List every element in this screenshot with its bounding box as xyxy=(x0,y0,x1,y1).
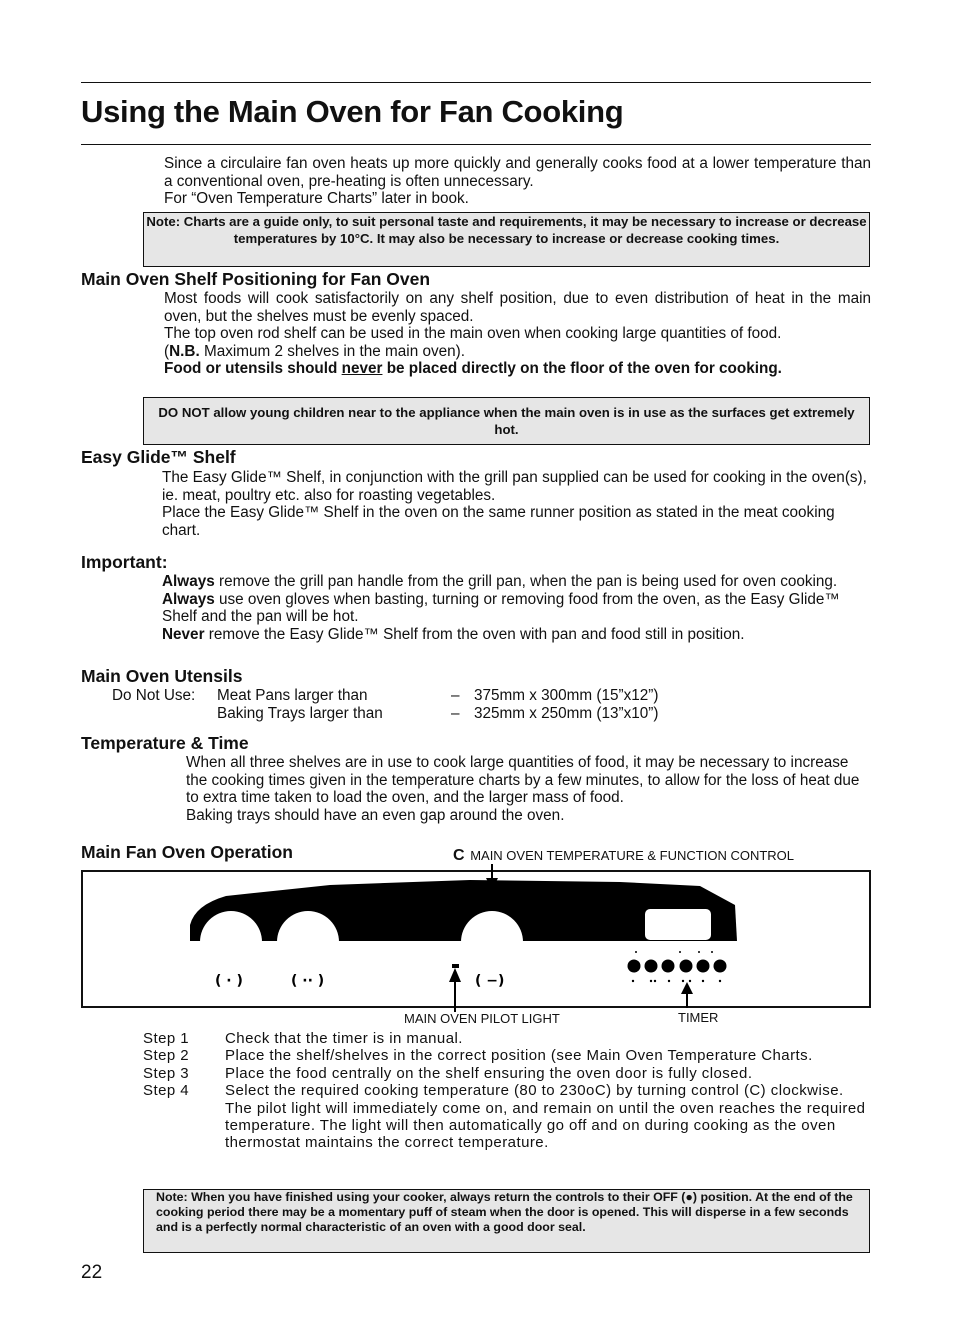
step-row-3 xyxy=(143,1065,871,1082)
nb-label: N.B. xyxy=(169,342,200,360)
important-text-1: remove the grill pan handle from the grill pan, when the pan is being used for oven cooking. xyxy=(214,573,838,590)
control-c-letter: C xyxy=(453,847,465,864)
utensil-dash-2: – xyxy=(451,704,460,722)
do-not-use-label: Do Not Use: xyxy=(112,687,196,704)
timer-button-6 xyxy=(714,960,727,973)
utensil-dash-1: – xyxy=(451,687,460,704)
important-lead-2: Always xyxy=(162,590,215,608)
step-text-4: Select the required cooking temperature (80 to 230oC) by turning control (C) clockwise. The pilot light will immediately come on, and remain on until the oven reaches the required temperature. The light will then automatically go off and on during cooking as the oven thermostat maintains the correct temperature. xyxy=(225,1082,866,1152)
timer-button-5 xyxy=(697,960,710,973)
step-label-4: Step 4 xyxy=(143,1082,190,1100)
step-label-1: Step 1 xyxy=(143,1030,190,1047)
important-lead-1: Always xyxy=(162,573,215,590)
temp-time-p2: Baking trays should have an even gap around the oven. xyxy=(186,806,565,824)
knob-symbol-2: ( ·· ) xyxy=(291,973,325,989)
shelf-p3-rest: Maximum 2 shelves in the main oven). xyxy=(199,342,465,360)
step-label-2: Step 2 xyxy=(143,1047,190,1065)
intro-line-1: Since a circulaire fan oven heats up more quickly and generally cooks food at a lower temperature than a conventional oven, pre-heating is often unnecessary. xyxy=(164,155,871,190)
timer-caption: TIMER xyxy=(678,1010,719,1025)
pilot-arrow-head xyxy=(449,968,461,982)
intro-line-2: For “Oven Temperature Charts” later in book. xyxy=(164,190,469,208)
step-row-2 xyxy=(143,1047,871,1064)
step-text-2: Place the shelf/shelves in the correct position (see Main Oven Temperature Charts. xyxy=(225,1047,813,1065)
shelf-warning-a: Food or utensils should xyxy=(164,360,342,378)
operation-heading: Main Fan Oven Operation xyxy=(81,842,293,862)
timer-buttons xyxy=(628,960,727,973)
knob-cutout-2 xyxy=(277,911,339,973)
operation-steps xyxy=(143,1030,871,1152)
shelf-p3-open: ( xyxy=(164,342,170,360)
easy-glide-p1: The Easy Glide™ Shelf, in conjunction with the grill pan supplied can be used for cooking in the oven(s), ie. meat, poultry etc. also for roasting vegetables. xyxy=(162,469,867,504)
step-row-1 xyxy=(143,1030,871,1047)
step-label-3: Step 3 xyxy=(143,1064,190,1082)
step-text-1: Check that the timer is in manual. xyxy=(225,1030,463,1047)
timer-button-4 xyxy=(680,960,693,973)
shelf-p2: The top oven rod shelf can be used in the main oven when cooking large quantities of food. xyxy=(164,325,782,343)
shelf-warning-b: be placed directly on the floor of the oven for cooking. xyxy=(382,360,782,378)
utensil-size-1: 375mm x 300mm (15”x12”) xyxy=(474,687,659,704)
temperature-time-heading: Temperature & Time xyxy=(81,733,249,753)
page-number: 22 xyxy=(81,1262,103,1283)
easy-glide-p2: Place the Easy Glide™ Shelf in the oven on the same runner position as stated in the meat cooking chart. xyxy=(162,504,835,539)
page-title: Using the Main Oven for Fan Cooking xyxy=(81,94,624,129)
temp-time-p1: When all three shelves are in use to cook large quantities of food, it may be necessary to increase the cooking times given in the temperature charts by a few minutes, to allow for the loss of heat due to extra time taken to load the oven, and the larger mass of food. xyxy=(186,754,860,807)
timer-button-2 xyxy=(645,960,658,973)
utensil-item-1: Meat Pans larger than xyxy=(217,687,368,704)
pilot-light-caption: MAIN OVEN PILOT LIGHT xyxy=(404,1011,560,1026)
knob-off-symbols xyxy=(215,973,504,989)
important-text-2: use oven gloves when basting, turning or removing food from the oven, as the Easy Glide™ Shelf and the pan will be hot. xyxy=(162,590,840,626)
knob-symbol-3: ( −) xyxy=(475,973,505,989)
important-text-3: remove the Easy Glide™ Shelf from the oven with pan and food still in position. xyxy=(204,625,745,643)
easy-glide-heading: Easy Glide™ Shelf xyxy=(81,447,236,467)
timer-button-3 xyxy=(662,960,675,973)
shelf-p1: Most foods will cook satisfactorily on any shelf position, due to even distribution of heat in the main oven, but the shelves must be evenly spaced. xyxy=(164,290,871,325)
utensil-size-2: 325mm x 250mm (13”x10”) xyxy=(474,704,659,722)
never-underlined: never xyxy=(341,360,383,378)
step-text-3: Place the food centrally on the shelf ensuring the oven door is fully closed. xyxy=(225,1064,753,1082)
knob-cutout-3 xyxy=(461,911,523,973)
utensils-heading: Main Oven Utensils xyxy=(81,666,243,686)
important-heading: Important: xyxy=(81,552,168,572)
step-row-4 xyxy=(143,1082,871,1152)
control-c-label: MAIN OVEN TEMPERATURE & FUNCTION CONTROL xyxy=(470,848,795,863)
timer-display-window xyxy=(645,909,711,940)
utensil-item-2: Baking Trays larger than xyxy=(217,704,383,722)
off-position-note: Note: When you have finished using your cooker, always return the controls to their OFF (●) position. At the end of the cooking period there may be a momentary puff of steam when the door is opened. This will disperse in a few seconds and is a perfectly normal characteristic of an oven with a good door seal. xyxy=(143,1189,870,1253)
pilot-light-mark xyxy=(452,964,459,968)
knob-cutout-1 xyxy=(200,911,262,973)
important-lead-3: Never xyxy=(162,625,205,643)
timer-button-1 xyxy=(628,960,641,973)
children-warning-note: DO NOT allow young children near to the appliance when the main oven is in use as the surfaces get extremely hot. xyxy=(143,397,870,445)
shelf-positioning-heading: Main Oven Shelf Positioning for Fan Oven xyxy=(81,269,431,289)
knob-symbol-1: ( · ) xyxy=(215,973,243,989)
timer-arrow-head xyxy=(681,982,693,994)
chart-guide-note: Note: Charts are a guide only, to suit personal taste and requirements, it may be necessary to increase or decrease temperatures by 10°C. It may also be necessary to increase or decrease cooking times. xyxy=(143,212,870,267)
